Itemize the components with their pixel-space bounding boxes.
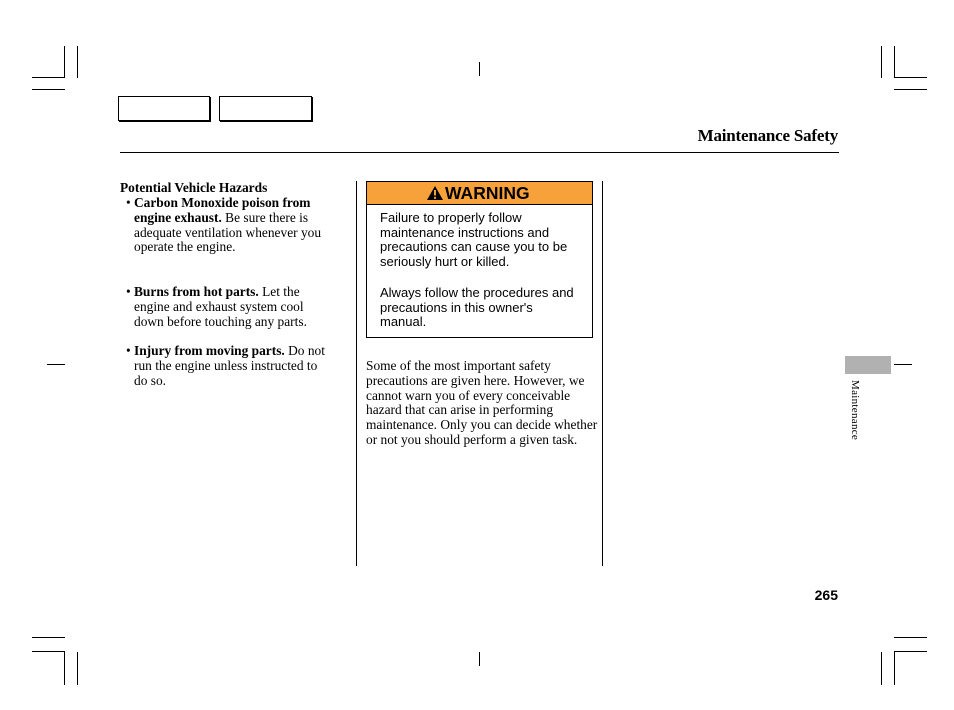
warning-box [366,181,593,338]
hazard-description: Let the engine and exhaust system cool down before touching any parts. [134,284,307,329]
warning-band [367,182,592,205]
column-divider-right [602,181,603,566]
warning-label: WARNING [445,183,530,203]
hazard-title: Carbon Monoxide poison from engine exhaust. [134,195,311,225]
bullet-dot: • [126,284,131,299]
header-box-1 [118,96,210,121]
hazard-title: Burns from hot parts. [134,284,259,299]
hazard-item-hot-parts [120,285,332,329]
hazard-item-moving-parts [120,344,332,388]
hazard-title: Injury from moving parts. [134,343,285,358]
warning-triangle-icon [427,186,443,200]
hazard-item-carbon-monoxide [120,196,332,255]
bullet-dot: • [126,195,131,210]
section-heading: Potential Vehicle Hazards [120,180,268,195]
bullet-dot: • [126,343,131,358]
hazard-description: Be sure there is adequate ventilation whenever you operate the engine. [134,209,322,255]
page-number: 265 [814,587,838,603]
safety-paragraph: Some of the most important safety precautions are given here. However, we cannot warn you of every conceivable hazard that can arise in performing maintenance. Only you can decide whether or not you should perform a given task. [366,358,598,447]
warning-paragraph-2: Always follow the procedures and precautions in this owner's manual. [380,285,574,330]
hazard-description: Do not run the engine unless instructed to do so. [134,343,325,388]
section-tab-label: Maintenance [849,380,861,441]
header-box-2 [219,96,312,121]
column-divider-left [356,181,357,566]
page-title: Maintenance Safety [697,126,838,145]
header-rule [120,152,839,153]
section-tab [845,356,891,374]
warning-paragraph-1: Failure to properly follow maintenance instructions and precautions can cause you to be seriously hurt or killed. [380,210,568,269]
